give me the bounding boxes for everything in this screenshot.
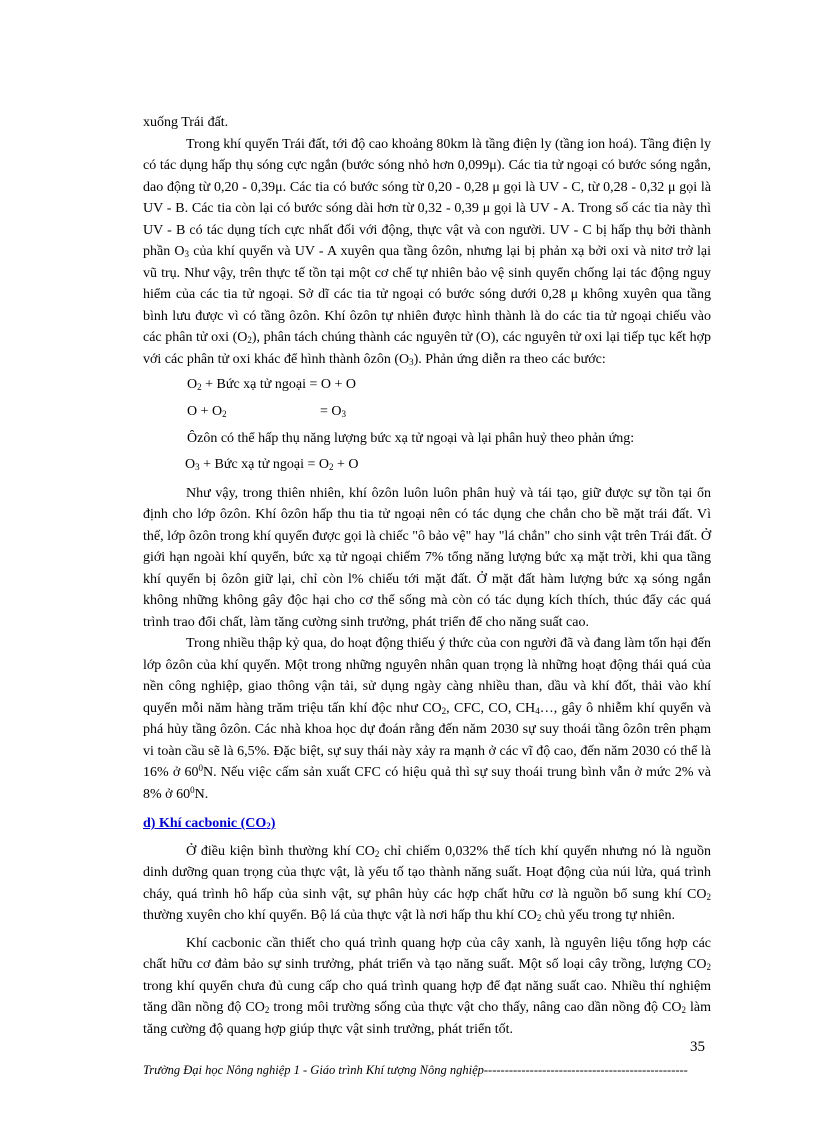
paragraph-ozone-shield: Như vậy, trong thiên nhiên, khí ôzôn luôn luôn phân huỷ và tái tạo, giữ được sự tồn tại ổn định cho lớp ôzôn. Khí ôzôn hấp thu tia tử ngoại nên có tác dụng che chắn cho bề mặt trái đất. Vì thế, lớp ôzôn trong khí quyển được gọi là chiếc "ô bảo vệ" hay "lá chắn" cho sinh vật trên Trái đất. Ở giới hạn ngoài khí quyển, bức xạ tử ngoại chiếm 7% tổng năng lượng bức xạ mặt trời, khi qua tầng khí quyển bị ôzôn giữ lại, chỉ còn l% chiếu tới mặt đất. Ở mặt đất hàm lượng bức xạ sóng ngắn không những không gây độc hại cho cơ thể sống mà còn có tác dụng kích thích, thúc đẩy các quá trình trao đổi chất, làm tăng cường sinh trưởng, phát triển để cho năng suất cao. [143, 485, 711, 630]
paragraph-ozone-depletion: Trong nhiều thập kỷ qua, do hoạt động thiếu ý thức của con người đã và đang làm tổn hại đến lớp ôzôn của khí quyển. Một trong những nguyên nhân quan trọng là những hoạt động thái quá của nền công nghiệp, giao thông vận tải, sử dụng ngày càng nhiều than, dầu và khí đốt, thải vào khí quyển mỗi năm hàng trăm triệu tấn khí độc như $CO_2$, CFC, CO, $CH_4\dots$, gây ô nhiễm khí quyển và phá hủy tầng ôzôn. Các nhà khoa học dự đoán rằng đến năm 2030 sự suy thoái tầng ôzôn trên phạm vi toàn cầu sẽ là 6,5%. Đặc biệt, sự suy thái này xảy ra mạnh ở các vĩ độ cao, đến năm 2030 có thể là 16% ở $60^0N$. Nếu việc cấm sản xuất CFC có hiệu quả thì sự suy thoái trung bình vẫn ở mức 2% và 8% ở $60^0N$. [143, 636, 711, 802]
equation-3: $O_3$ + Bức xạ tử ngoại = $O_2 + O$ [185, 456, 359, 472]
section-heading-co2: d) Khí cacbonic $(CO_2)$ [143, 816, 276, 831]
paragraph-continuation: xuống Trái đất. [143, 115, 229, 130]
equation-1: $O_2$ + Bức xạ tử ngoại = O + O [187, 377, 356, 392]
page-footer: Trường Đại học Nông nghiệp 1 - Giáo trình Khí tượng Nông nghiệp------------------------------------------------- [143, 1063, 688, 1077]
paragraph-co2-photosynthesis: Khí cacbonic cần thiết cho quá trình quang hợp của cây xanh, là nguyên liệu tổng hợp các chất hữu cơ đảm bảo sự sinh trưởng, phát triển và tạo năng suất. Một số loại cây trồng, lượng $CO_2$ trong khí quyển chưa đủ cung cấp cho quá trình quang hợp để đạt năng suất cao. Nhiều thí nghiệm tăng dần nồng độ $CO_2$ trong môi trường sống của thực vật cho thấy, nâng cao dần nồng độ $CO_2$ làm tăng cường độ quang hợp giúp thực vật sinh trưởng, phát triển tốt. [143, 935, 711, 1037]
paragraph-ionosphere: Trong khí quyển Trái đất, tới độ cao khoảng 80km là tầng điện ly (tầng ion hoá). Tầng điện ly có tác dụng hấp thụ sóng cực ngắn (bước sóng nhỏ hơn 0,099μ). Các tia tử ngoại có bước sóng ngắn, dao động từ 0,20 - 0,39μ. Các tia có bước sóng từ 0,20 - 0,28 μ gọi là UV - C, từ 0,28 - 0,32 μ gọi là UV - B. Các tia còn lại có bước sóng dài hơn từ 0,32 - 0,39 μ gọi là UV - A. Trong số các tia này thì UV - B có tác dụng tích cực nhất đối với động, thực vật và con người. UV - C bị hấp thụ bởi thành phần $O_3$ của khí quyển và UV - A xuyên qua tầng ôzôn, nhưng lại bị phản xạ bởi oxi và nitơ trở lại vũ trụ. Như vậy, trên thực tế tồn tại một cơ chế tự nhiên bảo vệ sinh quyển chống lại tác động nguy hiểm của các tia tử ngoại. Sở dĩ các tia tử ngoại có bước sóng dưới 0,28 μ không xuyên qua tầng bình lưu được vì có tầng ôzôn. Khí ôzôn tự nhiên được hình thành là do các tia tử ngoại chiếu vào các phân tử oxi $(O_2)$, phân tách chúng thành các nguyên tử (O), các nguyên tử oxi lại tiếp tục kết hợp với các phân tử oxi khác để hình thành ôzôn $(O_3)$. Phản ứng diễn ra theo các bước: [143, 136, 711, 367]
paragraph-co2-sources: Ở điều kiện bình thường khí $CO_2$ chỉ chiếm 0,032% thể tích khí quyển nhưng nó là nguồn dinh dưỡng quan trọng của thực vật, là yếu tố tạo thành năng suất. Hoạt động của núi lửa, quá trình cháy, quá trình hô hấp của sinh vật, sự phân hủy các hợp chất hữu cơ là nguồn bổ sung khí $CO_2$ thường xuyên cho khí quyển. Bộ lá của thực vật là nơi hấp thu khí $CO_2$ chủ yếu trong tự nhiên. [143, 843, 711, 923]
body-text [143, 112, 711, 1040]
page-number: 35 [690, 1039, 705, 1055]
paragraph-ozone-absorb: Ôzôn có thể hấp thụ năng lượng bức xạ tử ngoại và lại phân huỷ theo phản ứng: [187, 431, 635, 446]
equation-2: $O + O_2$ = $O_3$ [187, 404, 347, 419]
